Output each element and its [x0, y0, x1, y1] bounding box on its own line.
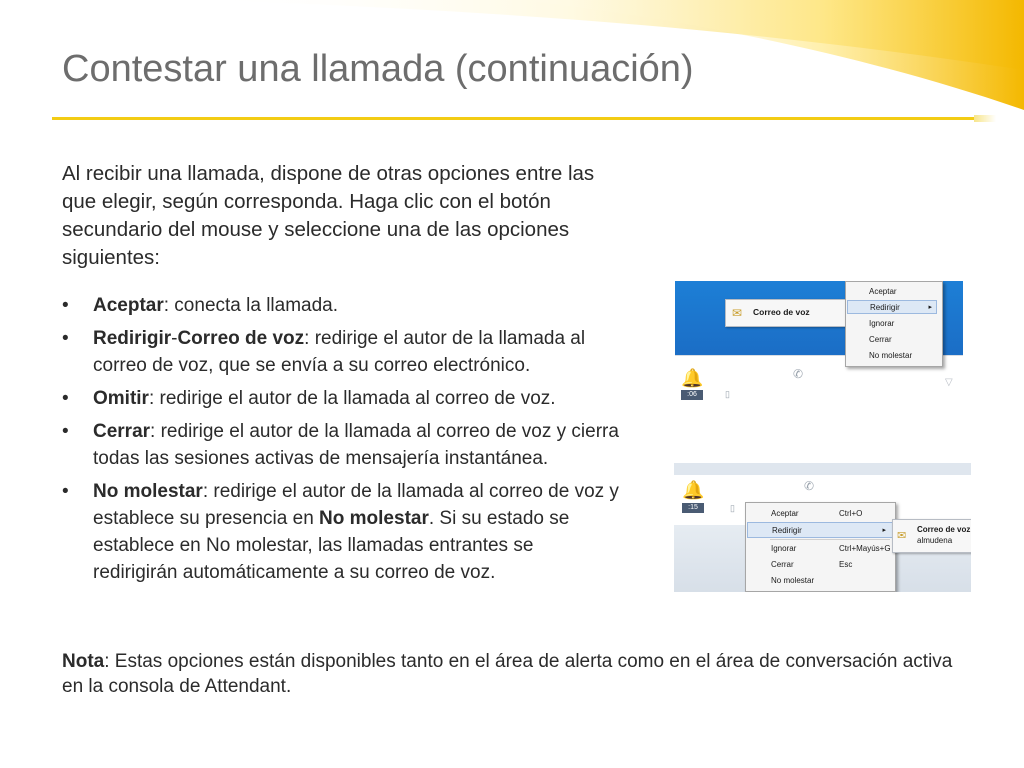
submenu-sublabel: almudena	[917, 536, 953, 545]
phone-icon[interactable]: ✆	[804, 479, 815, 493]
list-item	[62, 325, 622, 379]
menu-item-cerrar[interactable]	[747, 557, 893, 573]
list-item	[62, 385, 622, 412]
submenu-arrow-icon: ▸	[928, 304, 932, 311]
phone-icon[interactable]: ✆	[793, 367, 804, 381]
voicemail-icon: ✉	[897, 530, 907, 542]
option-description-cont: . Si su estado se establece en No molestar, las llamadas entrantes se redirigirán automáticamente a su correo de voz.	[93, 508, 570, 583]
menu-item-shortcut: Ctrl+O	[839, 509, 863, 518]
list-item	[62, 478, 622, 586]
option-term: Omitir	[93, 388, 149, 409]
options-list	[62, 292, 622, 592]
voicemail-notification[interactable]	[725, 299, 849, 327]
option-description: : redirige el autor de la llamada al correo de voz y cierra todas las sesiones activas de mensajería instantánea.	[93, 421, 619, 469]
option-term-secondary: No molestar	[319, 508, 429, 529]
menu-item-cerrar[interactable]: Cerrar	[869, 335, 892, 344]
device-icon: ▯	[725, 389, 730, 399]
menu-item-shortcut: Ctrl+Mayús+G	[839, 544, 891, 553]
menu-item-ignorar[interactable]: Ignorar	[869, 319, 895, 328]
option-description: : conecta la llamada.	[163, 295, 339, 316]
option-term: Redirigir	[93, 328, 172, 349]
option-term-secondary: Correo de voz	[177, 328, 305, 349]
title-underline-fade	[974, 115, 996, 122]
menu-item-ignorar[interactable]	[747, 541, 893, 557]
menu-item-label: Aceptar	[771, 509, 799, 518]
menu-item-label: Redirigir	[772, 526, 802, 535]
list-item	[62, 292, 622, 319]
menu-item-label: Ignorar	[771, 544, 797, 553]
note-label: Nota	[62, 651, 105, 672]
menu-item-shortcut: Esc	[839, 560, 853, 569]
menu-item-label: Redirigir	[870, 303, 900, 312]
menu-item-no-molestar[interactable]: No molestar	[869, 351, 913, 360]
bullet-glyph: •	[62, 388, 69, 409]
intro-paragraph: Al recibir una llamada, dispone de otras opciones entre las que elegir, según corresponda. Haga clic con el botón secundario del mouse y seleccione una de las opciones siguientes:	[62, 162, 595, 269]
slide-title: Contestar una llamada (continuación)	[62, 48, 694, 90]
note-paragraph	[62, 649, 972, 699]
menu-separator	[770, 539, 890, 540]
menu-item-aceptar[interactable]	[747, 506, 893, 522]
option-term: Cerrar	[93, 421, 151, 442]
option-description: : redirige el autor de la llamada al correo de voz.	[148, 388, 556, 409]
call-timer: :15	[682, 503, 704, 513]
context-menu	[845, 281, 943, 367]
bullet-glyph: •	[62, 421, 69, 442]
submenu-label: Correo de voz	[917, 525, 971, 534]
bell-icon: 🔔	[681, 368, 704, 388]
bell-icon: 🔔	[682, 480, 705, 500]
option-description: : redirige el autor de la llamada al correo de voz, que se envía a su correo electrónico.	[93, 328, 586, 376]
menu-item-label: No molestar	[771, 576, 815, 585]
option-term: No molestar	[93, 481, 203, 502]
bullet-glyph: •	[62, 295, 69, 316]
menu-item-label: Cerrar	[771, 560, 794, 569]
list-item	[62, 418, 622, 472]
call-timer: :06	[681, 390, 703, 400]
menu-item-no-molestar[interactable]	[747, 573, 893, 589]
menu-item-redirigir[interactable]	[747, 522, 893, 538]
context-menu	[745, 502, 896, 592]
submenu-arrow-icon: ▸	[882, 527, 886, 534]
menu-item-aceptar[interactable]: Aceptar	[869, 287, 897, 296]
note-text: : Estas opciones están disponibles tanto en el área de alerta como en el área de conversación activa en la consola de Attendant.	[62, 651, 953, 697]
option-term: Aceptar	[93, 295, 164, 316]
title-underline	[52, 117, 974, 120]
term-separator: -	[171, 328, 178, 349]
dropdown-triangle-icon[interactable]: ▽	[945, 377, 953, 388]
bullet-glyph: •	[62, 328, 69, 349]
menu-item-redirigir[interactable]	[847, 300, 937, 314]
notification-label: Correo de voz	[753, 307, 810, 317]
voicemail-icon: ✉	[732, 306, 743, 320]
voicemail-submenu[interactable]	[892, 519, 971, 553]
screenshot-conversation-area	[674, 463, 971, 592]
screenshot-alert-area	[675, 281, 963, 411]
device-icon: ▯	[730, 503, 735, 513]
option-description: : redirige el autor de la llamada al correo de voz y establece su presencia en	[93, 481, 619, 529]
bullet-glyph: •	[62, 481, 69, 502]
